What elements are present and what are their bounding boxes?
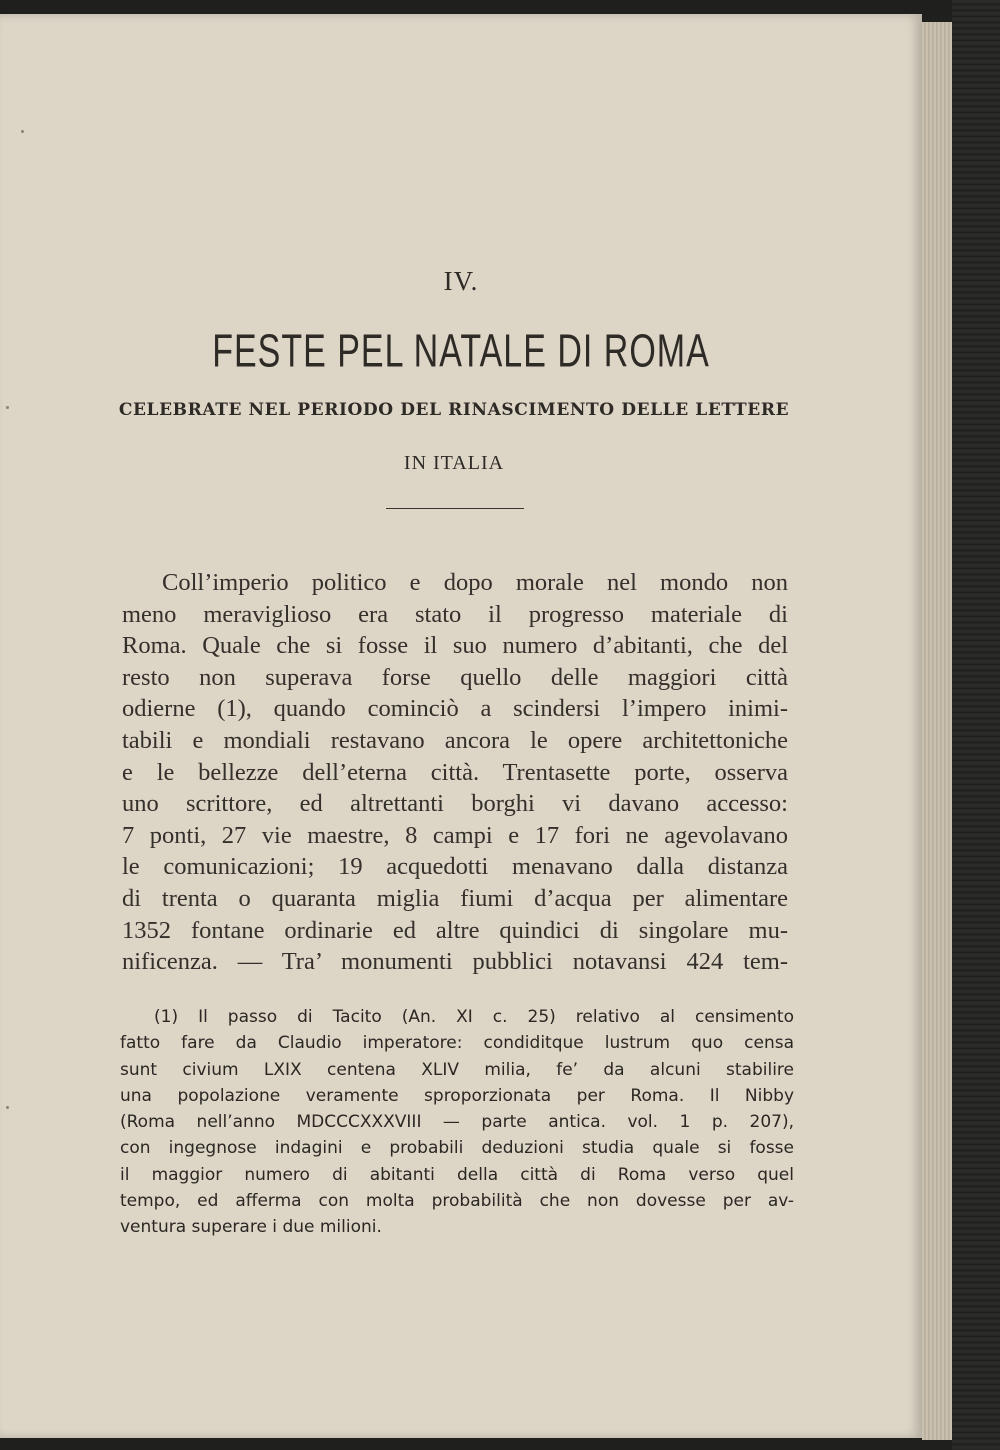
body-line: nificenza. — Tra’ monumenti pubblici notavansi 424 tem- [122,948,788,976]
footnote-line: (1) Il passo di Tacito (An. XI c. 25) relativo al censimento [154,1007,794,1027]
body-line: meno meraviglioso era stato il progresso materiale di [122,600,788,628]
footnote-line: ventura superare i due milioni. [120,1217,382,1238]
footnote-line: una popolazione veramente sproporzionata per Roma. Il Nibby [120,1085,794,1106]
chapter-subtitle-place [0,452,908,475]
speck [21,130,24,133]
footnote [120,1004,794,1241]
body-line: le comunicazioni; 19 acquedotti menavano dalla distanza [122,853,788,881]
chapter-number: IV. [443,266,479,296]
body-line: e le bellezze dell’eterna città. Trentasette porte, osserva [122,758,788,786]
body-line: odierne (1), quando cominciò a scindersi l’impero inimi- [122,695,788,723]
body-line: Coll’imperio politico e dopo morale nel mondo non [162,569,788,596]
footnote-line: fatto fare da Claudio imperatore: condiditque lustrum quo censa [120,1033,794,1054]
footnote-line: tempo, ed afferma con molta probabilità che non dovesse per av- [120,1191,794,1212]
body-line: tabili e mondiali restavano ancora le opere architettoniche [122,726,788,754]
page-edges [922,22,952,1440]
body-line: uno scrittore, ed altrettanti borghi vi davano accesso: [122,790,788,818]
speck [6,1106,9,1109]
footnote-line: sunt civium LXIX centena XLIV milia, fe’ da alcuni stabilire [120,1059,794,1080]
footnote-line: il maggior numero di abitanti della città di Roma verso quel [120,1164,794,1185]
body-paragraph [122,567,788,978]
body-line: resto non superava forse quello delle maggiori città [122,663,788,691]
book-binding [952,0,1000,1450]
subtitle-place-text: IN ITALIA [403,452,505,474]
body-line: 1352 fontane ordinarie ed altre quindici di singolare mu- [122,916,788,944]
chapter-title: FESTE PEL NATALE DI ROMA [212,326,710,378]
divider-rule [386,508,524,509]
body-line: Roma. Quale che si fosse il suo numero d’abitanti, che del [122,632,788,660]
body-line: di trenta o quaranta miglia fiumi d’acqua per alimentare [122,884,788,912]
footnote-line: (Roma nell’anno MDCCCXXXVIII — parte antica. vol. 1 p. 207), [120,1112,794,1133]
body-line: 7 ponti, 27 vie maestre, 8 campi e 17 fori ne agevolavano [122,821,788,849]
footnote-line: con ingegnose indagini e probabili deduzioni studia quale si fosse [120,1138,794,1159]
chapter-subtitle: CELEBRATE NEL PERIODO DEL RINASCIMENTO DELLE LETTERE [118,400,790,420]
book-page [0,14,922,1438]
